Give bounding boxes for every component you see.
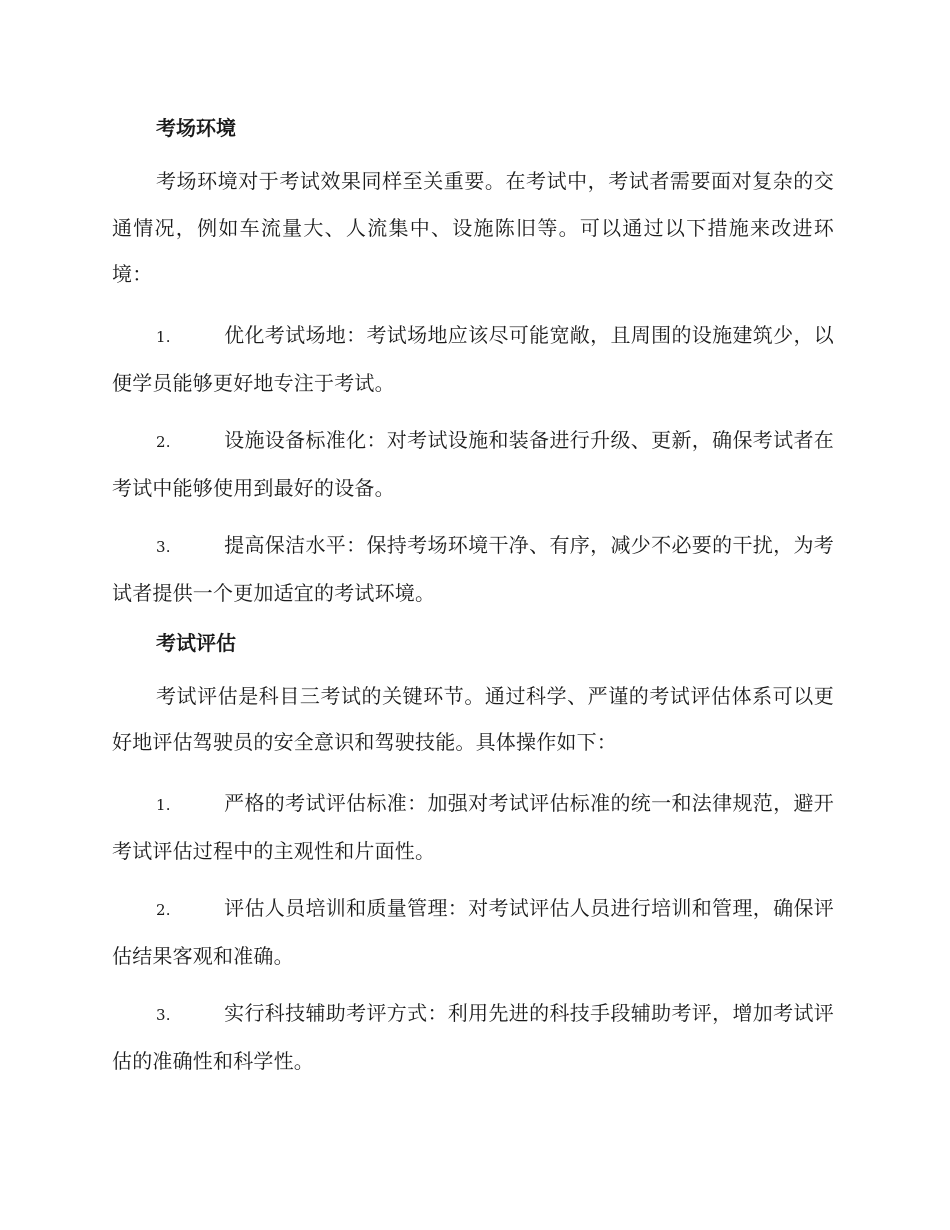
list-item-text: 严格的考试评估标准：加强对考试评估标准的统一和法律规范，避开考试评估过程中的主观性和片面性。: [112, 790, 834, 863]
list-item-text: 评估人员培训和质量管理：对考试评估人员进行培训和管理，确保评估结果客观和准确。: [112, 895, 834, 968]
list-item-text: 优化考试场地：考试场地应该尽可能宽敞，且周围的设施建筑少，以便学员能够更好地专注于考试。: [112, 322, 834, 395]
list-item: [112, 312, 834, 407]
list-item-number: 1.: [156, 327, 171, 346]
section-heading-exam-evaluation: 考试评估: [156, 630, 236, 655]
list-item-text: 提高保洁水平：保持考场环境干净、有序，减少不必要的干扰，为考试者提供一个更加适宜的考试环境。: [112, 532, 834, 605]
section-intro-exam-evaluation: 考试评估是科目三考试的关键环节。通过科学、严谨的考试评估体系可以更好地评估驾驶员的安全意识和驾驶技能。具体操作如下：: [112, 683, 834, 754]
section-heading-exam-environment: 考场环境: [156, 116, 236, 140]
list-item-number: 2.: [156, 900, 171, 919]
list-item: [112, 417, 834, 512]
list-item-number: 1.: [156, 795, 171, 814]
list-item: [112, 522, 834, 617]
list-item-number: 3.: [156, 537, 171, 556]
list-item-number: 2.: [156, 432, 171, 451]
list-item-text: 实行科技辅助考评方式：利用先进的科技手段辅助考评，增加考试评估的准确性和科学性。: [112, 1000, 834, 1073]
list-item: [112, 990, 834, 1085]
document-page: [112, 112, 834, 1095]
list-item-number: 3.: [156, 1005, 171, 1024]
section-intro-exam-environment: 考场环境对于考试效果同样至关重要。在考试中，考试者需要面对复杂的交通情况，例如车流量大、人流集中、设施陈旧等。可以通过以下措施来改进环境：: [112, 169, 834, 286]
list-item: [112, 885, 834, 980]
list-item-text: 设施设备标准化：对考试设施和装备进行升级、更新，确保考试者在考试中能够使用到最好的设备。: [112, 427, 834, 500]
list-item: [112, 780, 834, 875]
